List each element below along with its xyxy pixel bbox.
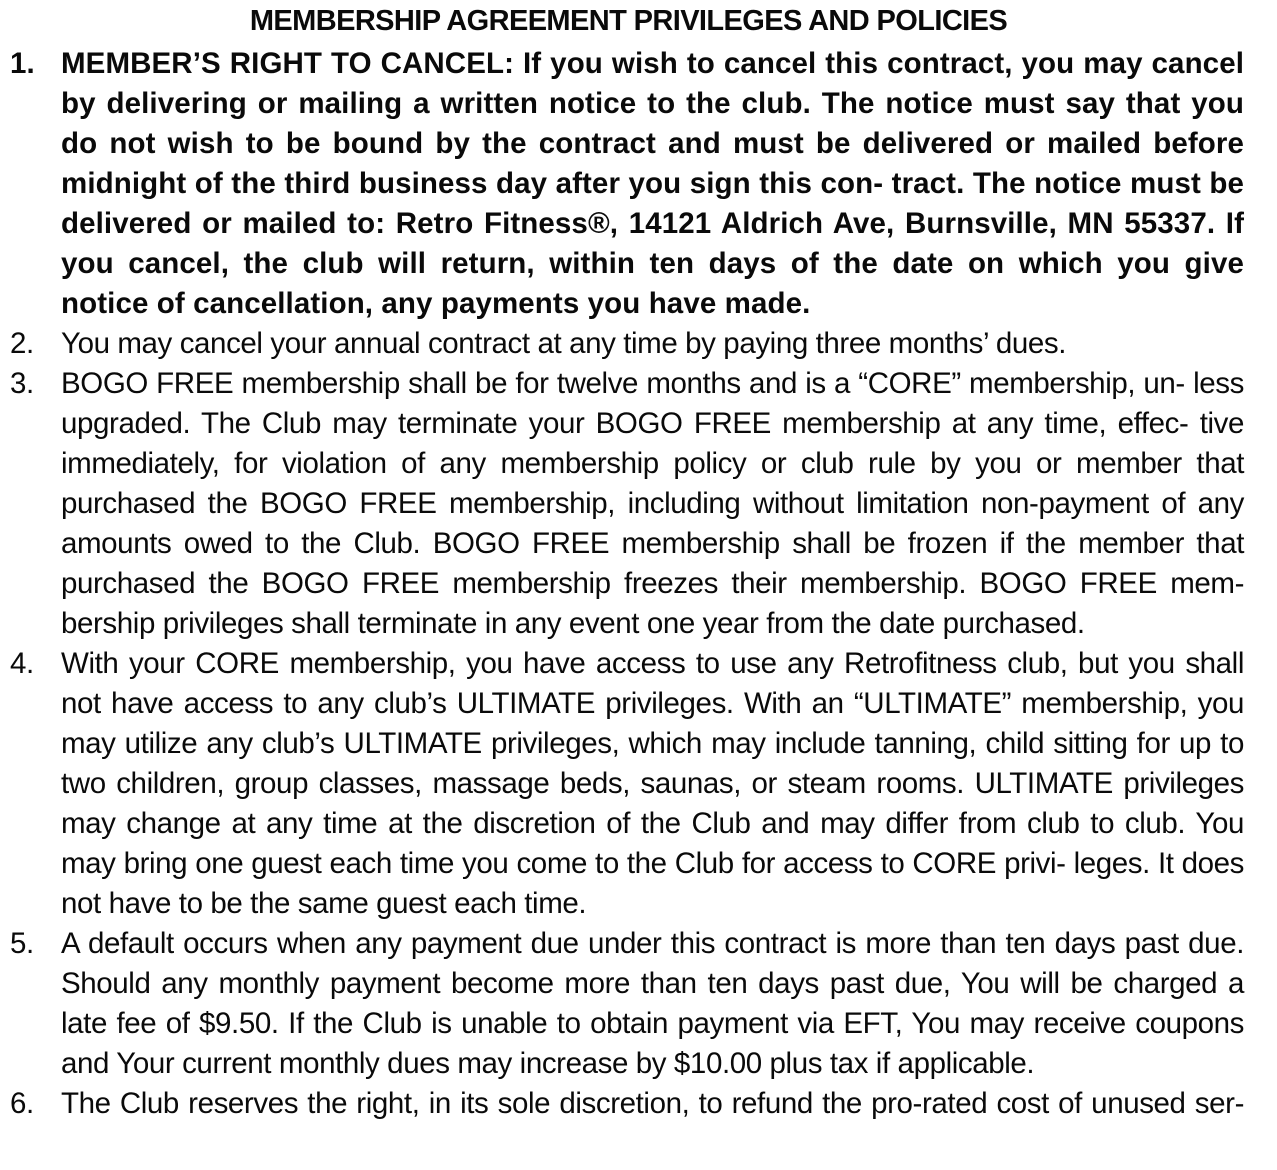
policy-list [0,44,1277,1124]
document-title: MEMBERSHIP AGREEMENT PRIVILEGES AND POLICIES [249,5,1008,37]
policy-item-number: 5. [10,927,34,960]
policy-item-number: 4. [10,647,34,680]
policy-item-text: With your CORE membership, you have access to use any Retrofitness club, but you shall not have access to any club’s ULTIMATE privileges. With an “ULTIMATE” membership, you may utilize any club’s ULTIMATE privileges, which may include tanning, child sitting for up to two children, group classes, massage beds, saunas, or steam rooms. ULTIMATE privileges may change at any time at the discretion of the Club and may differ from club to club. You may bring one guest each time you come to the Club for access to CORE privi- leges. It does not have to be the same guest each time. [61,647,1244,920]
policy-item-1 [0,44,1244,324]
policy-item-2 [0,324,1244,364]
policy-item-text: You may cancel your annual contract at any time by paying three months’ dues. [61,327,1067,360]
policy-item-number: 1. [10,47,35,80]
policy-item-3 [0,364,1244,644]
policy-item-text: MEMBER’S RIGHT TO CANCEL: If you wish to cancel this contract, you may cancel by delivering or mailing a written notice to the club. The notice must say that you do not wish to be bound by the contract and must be delivered or mailed before midnight of the third business day after you sign this con- tract. The notice must be delivered or mailed to: Retro Fitness®, 14121 Aldrich Ave, Burnsville, MN 55337. If you cancel, the club will return, within ten days of the date on which you give notice of cancellation, any payments you have made. [61,47,1244,320]
policy-item-5 [0,924,1244,1084]
policy-item-number: 3. [10,367,34,400]
policy-item-number: 2. [10,327,34,360]
policy-item-6 [0,1084,1244,1124]
policy-item-text: BOGO FREE membership shall be for twelve months and is a “CORE” membership, un- less upgraded. The Club may terminate your BOGO FREE membership at any time, effec- tive immediately, for violation of any membership policy or club rule by you or member that purchased the BOGO FREE membership, including without limitation non-payment of any amounts owed to the Club. BOGO FREE membership shall be frozen if the member that purchased the BOGO FREE membership freezes their membership. BOGO FREE mem- bership privileges shall terminate in any event one year from the date purchased. [61,367,1244,640]
policy-item-4 [0,644,1244,924]
policy-item-text: A default occurs when any payment due under this contract is more than ten days past due. Should any monthly payment become more than ten days past due, You will be charged a late fee of $9.50. If the Club is unable to obtain payment via EFT, You may receive coupons and Your current monthly dues may increase by $10.00 plus tax if applicable. [61,927,1244,1080]
policy-item-number: 6. [10,1087,34,1120]
policy-item-text: The Club reserves the right, in its sole discretion, to refund the pro-rated cost of unused ser- [61,1087,1244,1120]
